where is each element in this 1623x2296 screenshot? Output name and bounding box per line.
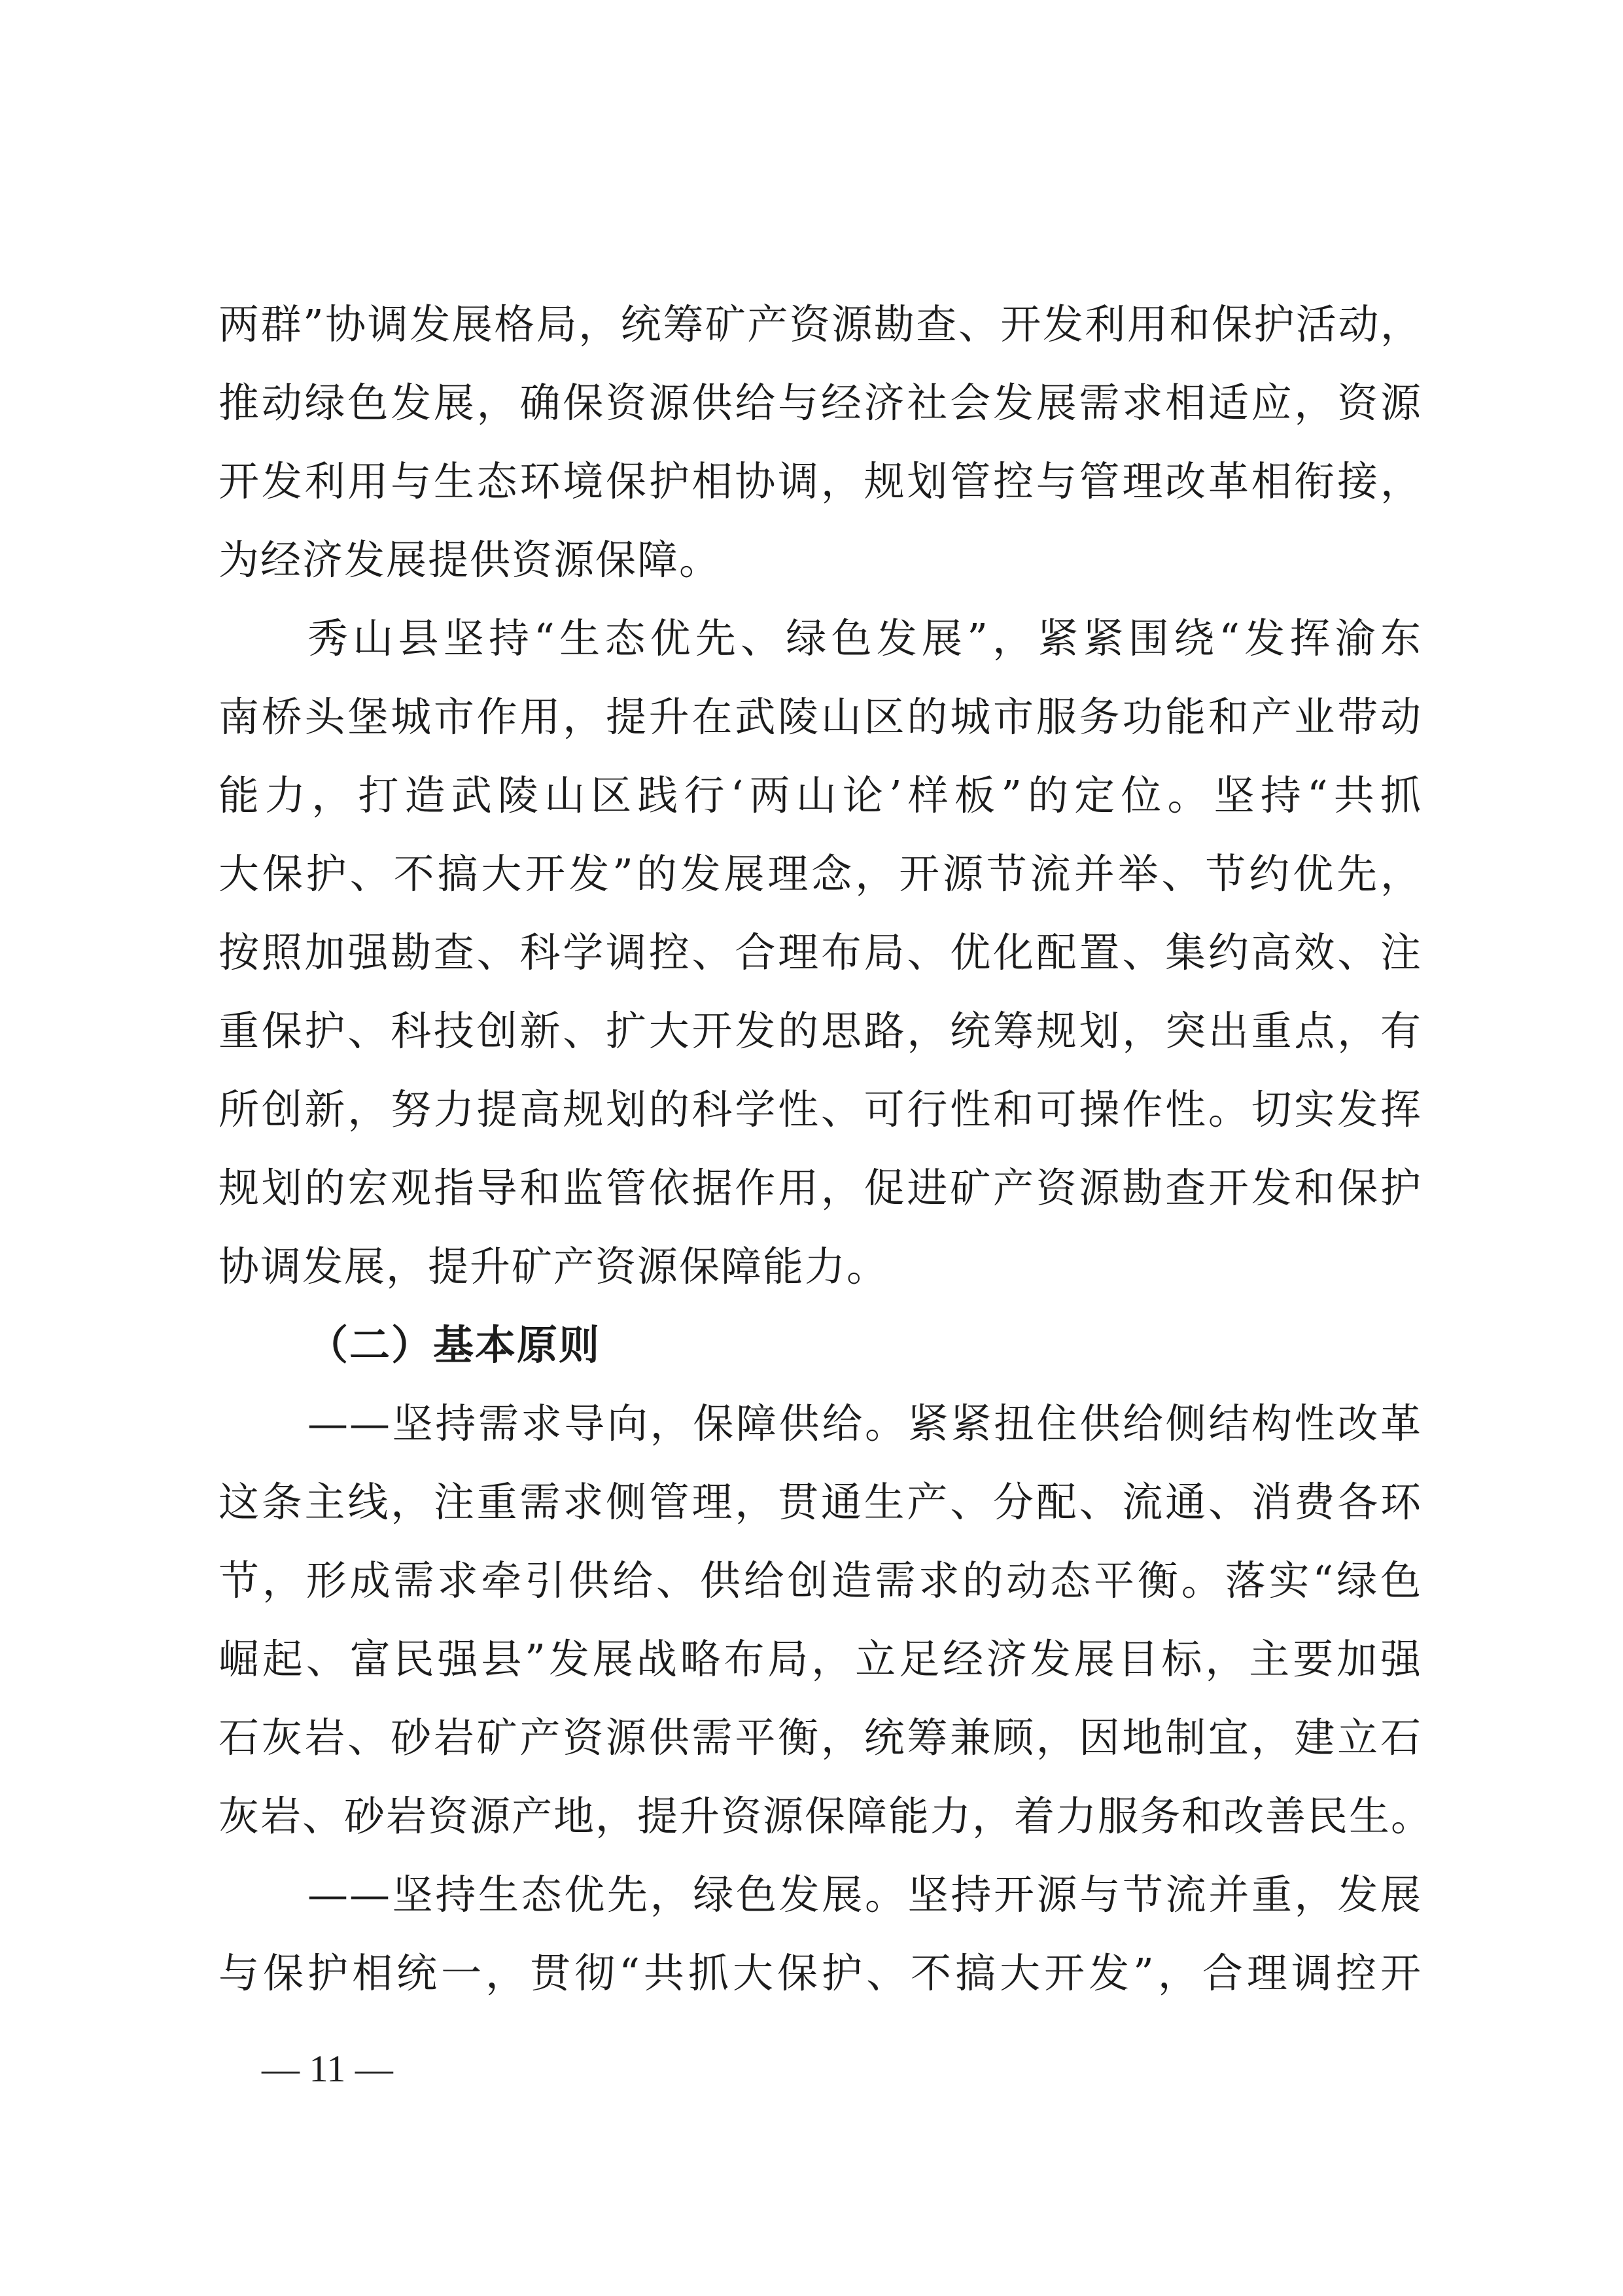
- body-text-line: 石灰岩、砂岩矿产资源供需平衡，统筹兼顾，因地制宜，建立石: [218, 1714, 1422, 1761]
- body-text-line: 重保护、科技创新、扩大开发的思路，统筹规划，突出重点，有: [218, 1007, 1422, 1055]
- body-text-line: 推动绿色发展，确保资源供给与经济社会发展需求相适应，资源: [218, 379, 1422, 427]
- paragraph-first-line: ——坚持生态优先，绿色发展。坚持开源与节流并重，发展: [307, 1871, 1422, 1918]
- body-text-line: 能力，打造武陵山区践行‘两山论’样板”的定位。坚持“共抓: [218, 771, 1422, 819]
- body-text-line: 这条主线，注重需求侧管理，贯通生产、分配、流通、消费各环: [218, 1478, 1422, 1526]
- paragraph-first-line: ——坚持需求导向，保障供给。紧紧扭住供给侧结构性改革: [307, 1400, 1422, 1447]
- paragraph-first-line: 秀山县坚持“生态优先、绿色发展”，紧紧围绕“发挥渝东: [307, 614, 1422, 662]
- body-text-line: 灰岩、砂岩资源产地，提升资源保障能力，着力服务和改善民生。: [218, 1792, 1433, 1840]
- body-text-line: 所创新，努力提高规划的科学性、可行性和可操作性。切实发挥: [218, 1086, 1422, 1133]
- body-text-line: 协调发展，提升矿产资源保障能力。: [218, 1243, 889, 1290]
- body-text-line: 规划的宏观指导和监管依据作用，促进矿产资源勘查开发和保护: [218, 1164, 1422, 1212]
- body-text-line: 大保护、不搞大开发”的发展理念，开源节流并举、节约优先，: [218, 850, 1422, 898]
- body-text-line: 崛起、富民强县”发展战略布局，立足经济发展目标，主要加强: [218, 1635, 1422, 1683]
- body-text-line: 开发利用与生态环境保护相协调，规划管控与管理改革相衔接，: [218, 457, 1422, 505]
- section-heading: （二）基本原则: [307, 1321, 601, 1369]
- body-text-line: 与保护相统一，贯彻“共抓大保护、不搞大开发”，合理调控开: [218, 1949, 1422, 1997]
- body-text-line: 为经济发展提供资源保障。: [218, 536, 722, 584]
- page-number: — 11 —: [262, 2047, 393, 2090]
- body-text-line: 节，形成需求牵引供给、供给创造需求的动态平衡。落实“绿色: [218, 1557, 1422, 1604]
- body-text-line: 南桥头堡城市作用，提升在武陵山区的城市服务功能和产业带动: [218, 693, 1422, 741]
- body-text-line: 两群”协调发展格局，统筹矿产资源勘查、开发利用和保护活动，: [218, 300, 1422, 348]
- body-text-line: 按照加强勘查、科学调控、合理布局、优化配置、集约高效、注: [218, 928, 1422, 976]
